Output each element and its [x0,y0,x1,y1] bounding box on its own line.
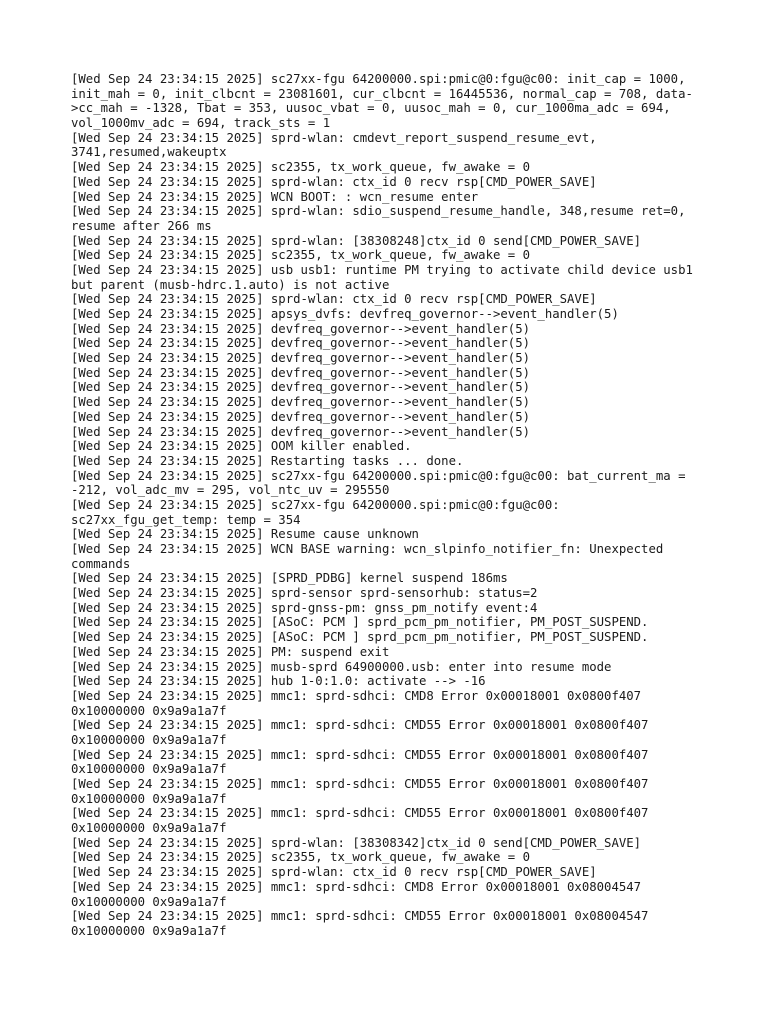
log-line: [Wed Sep 24 23:34:15 2025] sprd-wlan: ctx_id 0 recv rsp[CMD_POWER_SAVE] [71,865,597,880]
log-line: [Wed Sep 24 23:34:15 2025] devfreq_governor-->event_handler(5) [71,365,531,380]
log-line: [Wed Sep 24 23:34:15 2025] sc27xx-fgu 64200000.spi:pmic@0:fgu@c00: init_cap = 1000, init_mah = 0, init_clbcnt = 23081601, cur_clbcnt = 16445536, normal_cap = 708, data->cc_mah = -1328, Tbat = 353, uusoc_vbat = 0, uusoc_mah = 0, cur_1000ma_adc = 694, vol_1000mv_adc = 694, track_sts = 1 [71,72,693,131]
log-line: [Wed Sep 24 23:34:15 2025] sc2355, tx_work_queue, fw_awake = 0 [71,248,531,263]
log-line: [Wed Sep 24 23:34:15 2025] OOM killer enabled. [71,439,412,454]
log-line: [Wed Sep 24 23:34:15 2025] mmc1: sprd-sdhci: CMD55 Error 0x00018001 0x0800f407 0x10000000 0x9a9a1a7f [71,806,656,836]
log-line: [Wed Sep 24 23:34:15 2025] sprd-wlan: [38308248]ctx_id 0 send[CMD_POWER_SAVE] [71,233,642,248]
log-line: [Wed Sep 24 23:34:15 2025] mmc1: sprd-sdhci: CMD55 Error 0x00018001 0x0800f407 0x10000000 0x9a9a1a7f [71,718,656,747]
log-line: [Wed Sep 24 23:34:15 2025] devfreq_governor-->event_handler(5) [71,395,531,410]
log-line: [Wed Sep 24 23:34:15 2025] devfreq_governor-->event_handler(5) [71,380,531,395]
log-line: [Wed Sep 24 23:34:15 2025] sprd-sensor sprd-sensorhub: status=2 [71,586,538,601]
log-line: [Wed Sep 24 23:34:15 2025] usb usb1: runtime PM trying to activate child device usb1 but parent (musb-hdrc.1.auto) is not active [71,262,701,292]
log-line: [Wed Sep 24 23:34:15 2025] sprd-gnss-pm: gnss_pm_notify event:4 [71,600,538,615]
log-line: [Wed Sep 24 23:34:15 2025] devfreq_governor-->event_handler(5) [71,351,531,366]
log-line: [Wed Sep 24 23:34:15 2025] sprd-wlan: sdio_suspend_resume_handle, 348,resume ret=0, resume after 266 ms [71,204,693,233]
log-line: [Wed Sep 24 23:34:15 2025] sc2355, tx_work_queue, fw_awake = 0 [71,160,531,175]
log-line: [Wed Sep 24 23:34:15 2025] hub 1-0:1.0: activate --> -16 [71,674,486,689]
log-line: [Wed Sep 24 23:34:15 2025] WCN BASE warning: wcn_slpinfo_notifier_fn: Unexpected commands [71,542,671,571]
log-line: [Wed Sep 24 23:34:15 2025] mmc1: sprd-sdhci: CMD55 Error 0x00018001 0x0800f407 0x10000000 0x9a9a1a7f [71,777,656,806]
log-line: [Wed Sep 24 23:34:15 2025] devfreq_governor-->event_handler(5) [71,424,531,439]
log-line: [Wed Sep 24 23:34:15 2025] Resume cause unknown [71,527,419,542]
log-line: [Wed Sep 24 23:34:15 2025] sprd-wlan: ctx_id 0 recv rsp[CMD_POWER_SAVE] [71,292,597,307]
log-line: [Wed Sep 24 23:34:15 2025] mmc1: sprd-sdhci: CMD55 Error 0x00018001 0x08004547 0x10000000 0x9a9a1a7f [71,909,656,938]
log-line: [Wed Sep 24 23:34:15 2025] devfreq_governor-->event_handler(5) [71,336,531,351]
log-line: [Wed Sep 24 23:34:15 2025] PM: suspend exit [71,644,390,659]
log-line: [Wed Sep 24 23:34:15 2025] devfreq_governor-->event_handler(5) [71,409,531,424]
log-line: [Wed Sep 24 23:34:15 2025] [SPRD_PDBG] kernel suspend 186ms [71,571,508,586]
log-line: [Wed Sep 24 23:34:15 2025] [ASoC: PCM ] sprd_pcm_pm_notifier, PM_POST_SUSPEND. [71,630,649,645]
log-line: [Wed Sep 24 23:34:15 2025] sc27xx-fgu 64200000.spi:pmic@0:fgu@c00: sc27xx_fgu_get_temp: temp = 354 [71,497,568,527]
kernel-log [71,72,711,939]
log-line: [Wed Sep 24 23:34:15 2025] [ASoC: PCM ] sprd_pcm_pm_notifier, PM_POST_SUSPEND. [71,615,649,630]
log-line: [Wed Sep 24 23:34:15 2025] apsys_dvfs: devfreq_governor-->event_handler(5) [71,307,619,321]
log-line: [Wed Sep 24 23:34:15 2025] Restarting tasks ... done. [71,453,464,468]
log-line: [Wed Sep 24 23:34:15 2025] sprd-wlan: ctx_id 0 recv rsp[CMD_POWER_SAVE] [71,174,597,189]
log-line: [Wed Sep 24 23:34:15 2025] mmc1: sprd-sdhci: CMD8 Error 0x00018001 0x0800f407 0x10000000 0x9a9a1a7f [71,688,649,718]
log-line: [Wed Sep 24 23:34:15 2025] devfreq_governor-->event_handler(5) [71,321,531,336]
log-line: [Wed Sep 24 23:34:15 2025] sprd-wlan: cmdevt_report_suspend_resume_evt, 3741,resumed,wakeuptx [71,130,605,160]
log-line: [Wed Sep 24 23:34:15 2025] sc27xx-fgu 64200000.spi:pmic@0:fgu@c00: bat_current_ma = -212, vol_adc_mv = 295, vol_ntc_uv = 295550 [71,468,693,498]
log-line: [Wed Sep 24 23:34:15 2025] mmc1: sprd-sdhci: CMD55 Error 0x00018001 0x0800f407 0x10000000 0x9a9a1a7f [71,747,656,777]
log-line: [Wed Sep 24 23:34:15 2025] sc2355, tx_work_queue, fw_awake = 0 [71,850,531,865]
log-line: [Wed Sep 24 23:34:15 2025] sprd-wlan: [38308342]ctx_id 0 send[CMD_POWER_SAVE] [71,835,642,850]
log-line: [Wed Sep 24 23:34:15 2025] musb-sprd 64900000.usb: enter into resume mode [71,659,612,674]
log-line: [Wed Sep 24 23:34:15 2025] mmc1: sprd-sdhci: CMD8 Error 0x00018001 0x08004547 0x10000000 0x9a9a1a7f [71,879,649,909]
log-line: [Wed Sep 24 23:34:15 2025] WCN BOOT: : wcn_resume enter [71,189,479,204]
